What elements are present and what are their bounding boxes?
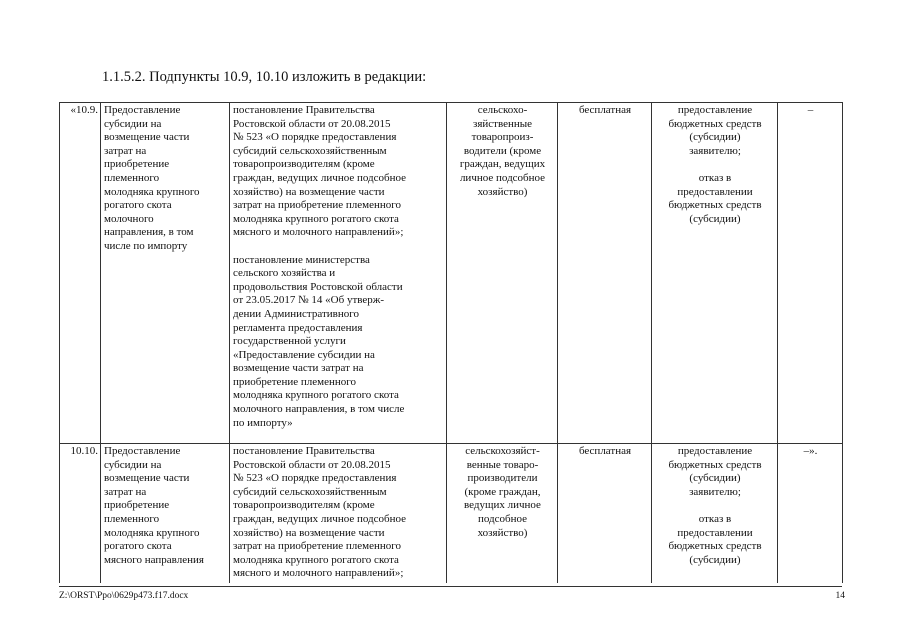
cell-text-line: направления, в том [104,226,194,239]
cell-text-line: Ростовской области от 20.08.2015 [233,117,391,130]
cell-text-line: товаропроиз- [471,131,534,144]
cell-text-line [655,499,775,513]
service-name-cell [101,103,230,444]
cell-text-line: молочного [104,212,154,225]
cell-text-line: молодняка крупного рогатого скота [233,212,399,225]
cell-text-line: хозяйство) на возмещение части [233,185,385,198]
cell-text-line: (кроме граждан, [464,485,541,498]
cost-cell [558,444,652,583]
cost-cell [558,103,652,444]
cell-text-line: от 23.05.2017 № 14 «Об утверж- [233,294,385,307]
cell-text-line: племенного [104,171,160,184]
cell-text-line: граждан, ведущих [459,158,546,171]
cell-text-line: рогатого скота [104,540,172,553]
service-name-cell [101,444,230,583]
cell-text-line: субсидий сельскохозяйственным [233,144,387,157]
cell-text-line: государственной услуги [233,335,346,348]
cell-text-line: молодняка крупного [104,185,200,198]
cell-text-line: субсидии на [104,117,162,130]
cell-text-line: отказ в [698,171,732,184]
cell-text-line: постановление Правительства [233,445,375,457]
row-number: 10.10. [60,444,101,583]
cell-text-line: постановление Правительства [233,104,375,116]
services-table [59,102,843,583]
cell-text-line: молодняка крупного [104,526,200,539]
footer-file-path: Z:\ORST\Ppo\0629p473.f17.docx [59,591,189,601]
applicants-cell [447,444,558,583]
cell-text-line: дении Административного [233,307,359,320]
cell-text-line: бюджетных средств [668,199,762,212]
cell-text-line: ведущих личное [464,499,541,512]
cell-text-line: граждан, ведущих личное подсобное [233,512,407,525]
cell-text-line: регламента предоставления [233,321,363,334]
result-cell [652,103,778,444]
cell-text-line: – [807,104,814,116]
cell-text-line: рогатого скота [104,199,172,212]
cell-text-line: –». [803,445,818,457]
cell-text-line: заявителю; [689,485,741,498]
cell-text-line: Предоставление [104,445,181,457]
cell-text-line: затрат на [104,144,147,157]
cell-text-line: хозяйство) [477,185,528,198]
cell-text-line: затрат на [104,485,147,498]
cell-text-line: субсидии на [104,458,162,471]
cell-text-line: венные товаро- [466,458,539,471]
cell-text-line: Ростовской области от 20.08.2015 [233,458,391,471]
cell-text-line: бесплатная [578,104,632,116]
cell-text-line: (субсидии) [689,472,741,485]
cell-text-line: возмещение части [104,131,190,144]
cell-text-line: племенного [104,512,160,525]
cell-text-line: затрат на приобретение племенного [233,199,402,212]
cell-text-line: приобретение [104,499,170,512]
cell-text-line: молодняка крупного рогатого скота [233,553,399,566]
cell-text-line: сельскохозяйст- [465,445,540,457]
cell-text-line: заявителю; [689,144,741,157]
cell-text-line: производители [467,472,538,485]
cell-text-line: подсобное [477,512,528,525]
cell-text-line: по импорту» [233,416,293,429]
cell-text-line: товаропроизводителям (кроме [233,158,375,171]
extra-cell [778,444,843,583]
cell-text-line [655,158,775,172]
section-heading: 1.1.5.2. Подпункты 10.9, 10.10 изложить в редакции: [102,69,427,85]
cell-text-line: мясного и молочного направлений»; [233,226,404,239]
legal-acts-cell [230,103,447,444]
cell-text-line: отказ в [698,512,732,525]
cell-text-line: сельскохо- [477,104,528,116]
cell-text-line: граждан, ведущих личное подсобное [233,171,407,184]
cell-text-line: хозяйство) на возмещение части [233,526,385,539]
row-number: «10.9. [60,103,101,444]
cell-text-line: мясного и молочного направлений»; [233,567,404,580]
cell-text-line: № 523 «О порядке предоставления [233,131,397,144]
cell-text-line [233,240,444,254]
cell-text-line: бесплатная [578,445,632,457]
cell-text-line: субсидий сельскохозяйственным [233,485,387,498]
cell-text-line: предоставлении [677,185,753,198]
cell-text-line: бюджетных средств [668,117,762,130]
table-row [60,103,843,444]
cell-text-line: личное подсобное [459,171,546,184]
cell-text-line: Предоставление [104,104,181,116]
cell-text-line: продовольствия Ростовской области [233,280,403,293]
cell-text-line: предоставление [677,104,753,116]
cell-text-line: предоставление [677,445,753,457]
extra-cell [778,103,843,444]
cell-text-line: возмещение части затрат на [233,362,364,375]
cell-text-line: «Предоставление субсидии на [233,348,375,361]
cell-text-line: молочного направления, в том числе [233,403,405,416]
cell-text-line: (субсидии) [689,131,741,144]
page-number: 14 [835,591,845,601]
cell-text-line: зяйственные [472,117,533,130]
cell-text-line: (субсидии) [689,212,741,225]
cell-text-line: водители (кроме [463,144,542,157]
cell-text-line: бюджетных средств [668,540,762,553]
cell-text-line: постановление министерства [233,253,370,266]
cell-text-line: (субсидии) [689,553,741,566]
footer-divider [59,586,842,587]
cell-text-line: хозяйство) [477,526,528,539]
cell-text-line: числе по импорту [104,239,188,252]
legal-acts-cell [230,444,447,583]
cell-text-line: возмещение части [104,472,190,485]
cell-text-line: товаропроизводителям (кроме [233,499,375,512]
table-row [60,444,843,583]
cell-text-line: бюджетных средств [668,458,762,471]
cell-text-line: № 523 «О порядке предоставления [233,472,397,485]
cell-text-line: приобретение племенного [233,375,356,388]
cell-text-line: молодняка крупного рогатого скота [233,389,399,402]
applicants-cell [447,103,558,444]
cell-text-line: приобретение [104,158,170,171]
cell-text-line: предоставлении [677,526,753,539]
cell-text-line: сельского хозяйства и [233,267,336,280]
result-cell [652,444,778,583]
cell-text-line: затрат на приобретение племенного [233,540,402,553]
cell-text-line: мясного направления [104,553,204,566]
